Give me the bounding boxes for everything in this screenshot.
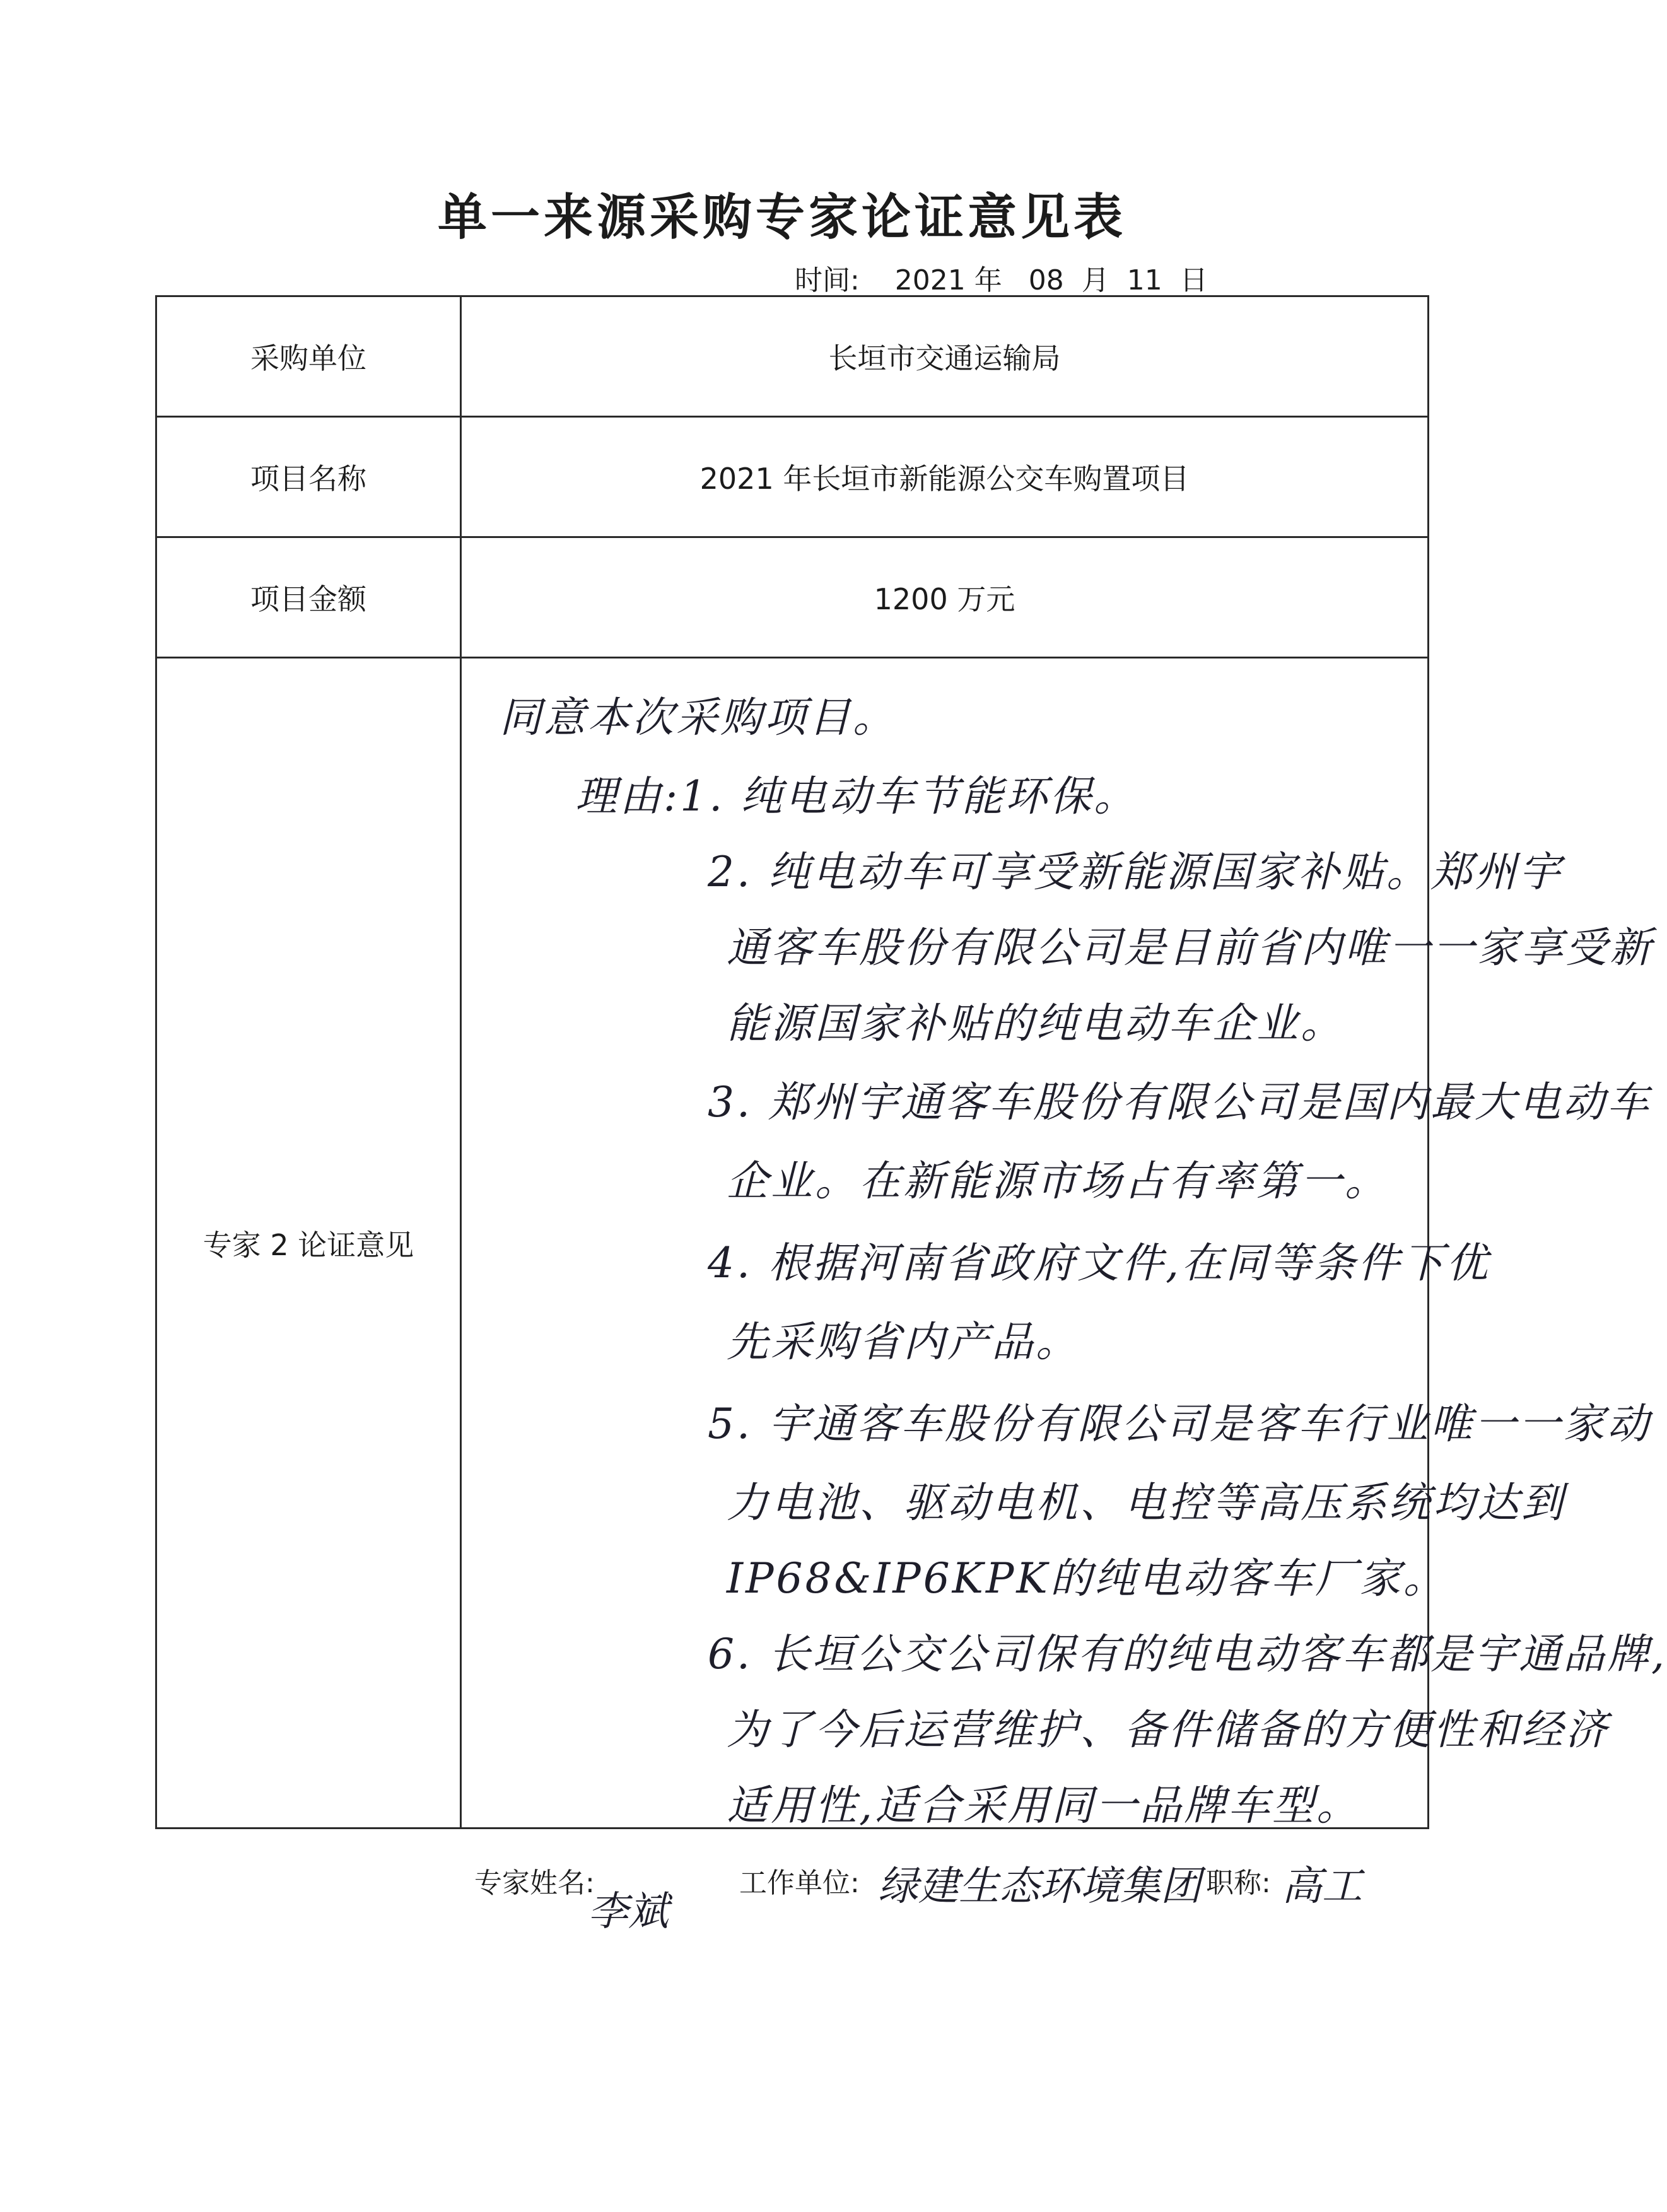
job-title-value: 高工 bbox=[1282, 1863, 1362, 1910]
handwritten-line: IP68&IP6KPK的纯电动客车厂家。 bbox=[727, 1554, 1448, 1603]
date-day-unit: 日 bbox=[1179, 264, 1208, 296]
project-name-value: 2021 年长垣市新能源公交车购置项目 bbox=[461, 417, 1429, 537]
date-day: 11 bbox=[1126, 264, 1162, 296]
date-label: 时间: bbox=[795, 264, 860, 296]
handwritten-line: 企业。在新能源市场占有率第一。 bbox=[727, 1157, 1389, 1205]
table-row bbox=[156, 537, 1429, 658]
handwritten-line: 同意本次采购项目。 bbox=[500, 693, 897, 742]
table-row bbox=[156, 417, 1429, 537]
project-amount-value: 1200 万元 bbox=[461, 537, 1429, 658]
project-name-label: 项目名称 bbox=[156, 417, 461, 537]
date-month-unit: 月 bbox=[1081, 264, 1109, 296]
handwritten-line: 2. 纯电动车可享受新能源国家补贴。郑州宇 bbox=[708, 848, 1563, 896]
table-row bbox=[156, 296, 1429, 417]
handwritten-line: 力电池、驱动电机、电控等高压系统均达到 bbox=[727, 1478, 1565, 1527]
procurement-unit-value: 长垣市交通运输局 bbox=[461, 296, 1429, 417]
handwritten-line: 适用性,适合采用同一品牌车型。 bbox=[727, 1781, 1360, 1830]
job-title-label: 职称: bbox=[1206, 1867, 1271, 1899]
handwritten-line: 3. 郑州宇通客车股份有限公司是国内最大电动车 bbox=[708, 1078, 1651, 1126]
work-unit-value: 绿建生态环境集团 bbox=[878, 1863, 1201, 1910]
handwritten-line: 为了今后运营维护、备件储备的方便性和经济 bbox=[727, 1706, 1610, 1754]
expert-opinion-label: 专家 2 论证意见 bbox=[156, 658, 461, 1829]
handwritten-line: 能源国家补贴的纯电动车企业。 bbox=[727, 999, 1345, 1048]
table-row bbox=[156, 658, 1429, 1829]
handwritten-line: 通客车股份有限公司是目前省内唯一一家享受新 bbox=[727, 923, 1654, 972]
document-title: 单一来源采购专家论证意见表 bbox=[437, 189, 1126, 246]
work-unit-label: 工作单位: bbox=[739, 1867, 860, 1899]
expert-name-label: 专家姓名: bbox=[474, 1867, 595, 1899]
project-amount-label: 项目金额 bbox=[156, 537, 461, 658]
handwritten-line: 4. 根据河南省政府文件,在同等条件下优 bbox=[708, 1239, 1490, 1287]
handwritten-line: 6. 长垣公交公司保有的纯电动客车都是宇通品牌, bbox=[708, 1630, 1667, 1678]
procurement-unit-label: 采购单位 bbox=[156, 296, 461, 417]
expert-name-signature: 李斌 bbox=[588, 1888, 669, 1935]
date-year: 2021 bbox=[894, 264, 966, 296]
handwritten-line: 理由:1. 纯电动车节能环保。 bbox=[575, 772, 1138, 821]
date-month: 08 bbox=[1028, 264, 1064, 296]
opinion-form-table bbox=[155, 295, 1667, 1935]
date-line bbox=[795, 257, 1208, 298]
expert-opinion-content bbox=[461, 658, 1667, 1935]
date-year-unit: 年 bbox=[974, 264, 1002, 296]
handwritten-line: 5. 宇通客车股份有限公司是客车行业唯一一家动 bbox=[708, 1400, 1651, 1448]
handwritten-line: 先采购省内产品。 bbox=[727, 1318, 1080, 1366]
